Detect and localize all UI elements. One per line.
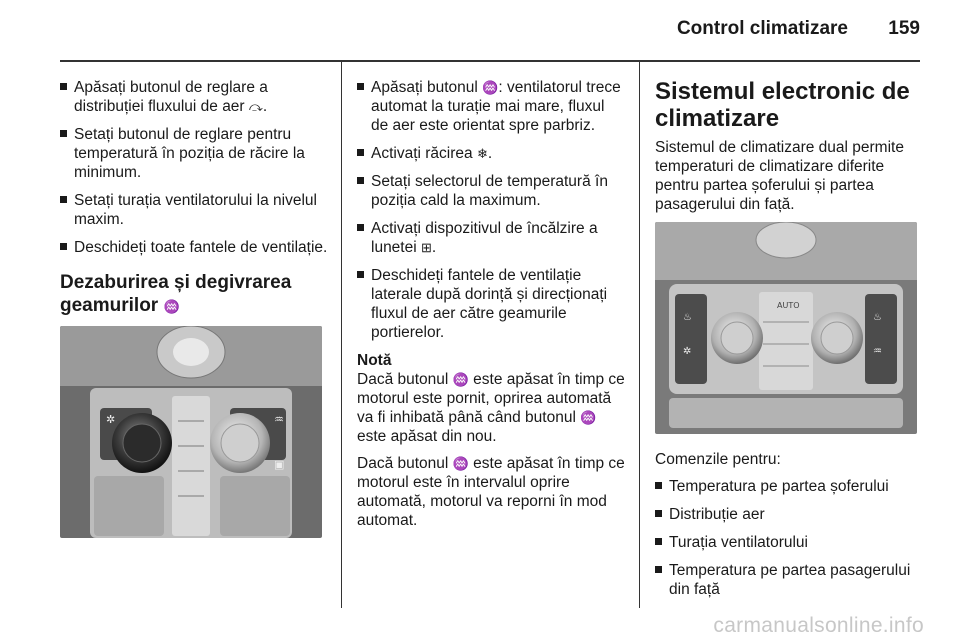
list-item-text: Deschideți toate fantele de ventilație. xyxy=(74,239,328,256)
list-item-text: Apăsați butonul de reglare a distribuției fluxului de aer xyxy=(74,79,268,115)
list-item-text: Deschideți fantele de ventilație laterale după dorință și direcționați fluxul de aer către geamurile portierelor. xyxy=(371,267,608,341)
svg-text:✲: ✲ xyxy=(683,346,692,357)
windscreen-defrost-icon: ♒ xyxy=(163,299,180,314)
section-heading xyxy=(60,271,328,318)
list-item xyxy=(357,172,625,210)
column-divider-1 xyxy=(341,60,342,608)
windscreen-defrost-icon: ♒ xyxy=(580,410,597,425)
column-3 xyxy=(655,78,925,608)
bullet-marker xyxy=(357,149,364,156)
climate-panel-photo-closeup xyxy=(60,326,322,538)
bullet-marker xyxy=(655,566,662,573)
list-item-text: Setați butonul de reglare pentru temperatură în poziția de răcire la minimum. xyxy=(74,126,305,181)
list-item-suffix: : ventilatorul trece automat la turație mai mare, fluxul de aer este orientat spre parbriz. xyxy=(371,79,621,134)
list-item-text: Activați răcirea xyxy=(371,145,473,162)
header-divider xyxy=(60,60,920,62)
windscreen-defrost-icon: ♒ xyxy=(482,80,499,95)
watermark: carmanualsonline.info xyxy=(713,614,924,637)
svg-text:♨: ♨ xyxy=(873,312,882,323)
airflow-feet-icon: ⤼ xyxy=(248,99,263,114)
list-item-text: Distribuție aer xyxy=(669,506,765,523)
windscreen-defrost-icon: ♒ xyxy=(452,456,469,471)
list-item xyxy=(655,561,925,599)
svg-text:✲: ✲ xyxy=(106,413,116,426)
list-item xyxy=(655,505,925,524)
column-1 xyxy=(60,78,328,538)
list-item xyxy=(357,219,625,257)
bullet-marker xyxy=(655,510,662,517)
bullet-marker xyxy=(60,196,67,203)
column-divider-2 xyxy=(639,60,640,608)
note-paragraph-2 xyxy=(357,454,625,530)
list-item-suffix: . xyxy=(431,239,437,256)
bullet-marker xyxy=(357,83,364,90)
page-header xyxy=(0,0,960,62)
intro-paragraph: Sistemul de climatizare dual permite temperaturi de climatizare diferite pentru partea șoferului și partea pasagerului din față. xyxy=(655,139,904,213)
note-text: Dacă butonul xyxy=(357,455,449,472)
climate-panel-photo-dual xyxy=(655,222,917,434)
note-text: Dacă butonul xyxy=(357,371,449,388)
controls-intro: Comenzile pentru: xyxy=(655,451,781,468)
note-text: este apăsat în timp ce motorul este pornit, oprirea automată va fi inhibată până când butonul xyxy=(357,371,625,426)
column-2 xyxy=(357,78,625,538)
list-item-text: Setați turația ventilatorului la nivelul maxim. xyxy=(74,192,317,228)
list-item xyxy=(60,125,328,182)
climate-panel-image xyxy=(60,326,322,538)
list-item-text: Temperatura pe partea șoferului xyxy=(669,478,889,495)
dual-climate-panel-image xyxy=(655,222,917,434)
list-item xyxy=(357,144,625,163)
bullet-marker xyxy=(60,130,67,137)
list-item xyxy=(357,78,625,135)
windscreen-defrost-icon: ♒ xyxy=(452,372,469,387)
page-title: Control climatizare xyxy=(676,18,848,39)
note-text: este apăsat din nou. xyxy=(357,428,497,445)
list-item xyxy=(655,477,925,496)
svg-text:▣: ▣ xyxy=(274,458,285,471)
bullet-marker xyxy=(60,243,67,250)
list-item xyxy=(655,533,925,552)
list-item-suffix: . xyxy=(487,145,493,162)
list-item-text: Apăsați butonul xyxy=(371,79,478,96)
bullet-marker xyxy=(60,83,67,90)
section-heading-main: Sistemul electronic de climatizare xyxy=(655,78,910,132)
note-text: este apăsat în timp ce motorul este în intervalul oprire automată, motorul va reporni în mod automat. xyxy=(357,455,625,529)
bullet-marker xyxy=(357,177,364,184)
bullet-marker xyxy=(357,271,364,278)
rear-window-heater-icon: ⊞ xyxy=(421,240,432,255)
svg-text:♒: ♒ xyxy=(873,346,882,357)
bullet-marker xyxy=(357,224,364,231)
list-item xyxy=(60,238,328,257)
note-title: Notă xyxy=(357,352,392,369)
ac-snowflake-icon: ❄ xyxy=(476,146,488,161)
list-item-text: Setați selectorul de temperatură în poziția cald la maximum. xyxy=(371,173,608,209)
list-item xyxy=(60,191,328,229)
list-item-text: Temperatura pe partea pasagerului din față xyxy=(669,562,911,598)
list-item-text: Turația ventilatorului xyxy=(669,534,808,551)
bullet-marker xyxy=(655,482,662,489)
page-number: 159 xyxy=(888,18,920,39)
list-item xyxy=(357,266,625,342)
auto-label: AUTO xyxy=(777,301,800,310)
section-heading-text: Dezaburirea și degivrarea geamurilor xyxy=(60,272,292,316)
list-item-suffix: . xyxy=(262,98,268,115)
note-paragraph-1 xyxy=(357,370,625,446)
bullet-marker xyxy=(655,538,662,545)
svg-text:♨: ♨ xyxy=(683,312,692,323)
svg-text:♒: ♒ xyxy=(274,413,284,426)
list-item-text: Activați dispozitivul de încălzire a lunetei xyxy=(371,220,598,256)
list-item xyxy=(60,78,328,116)
